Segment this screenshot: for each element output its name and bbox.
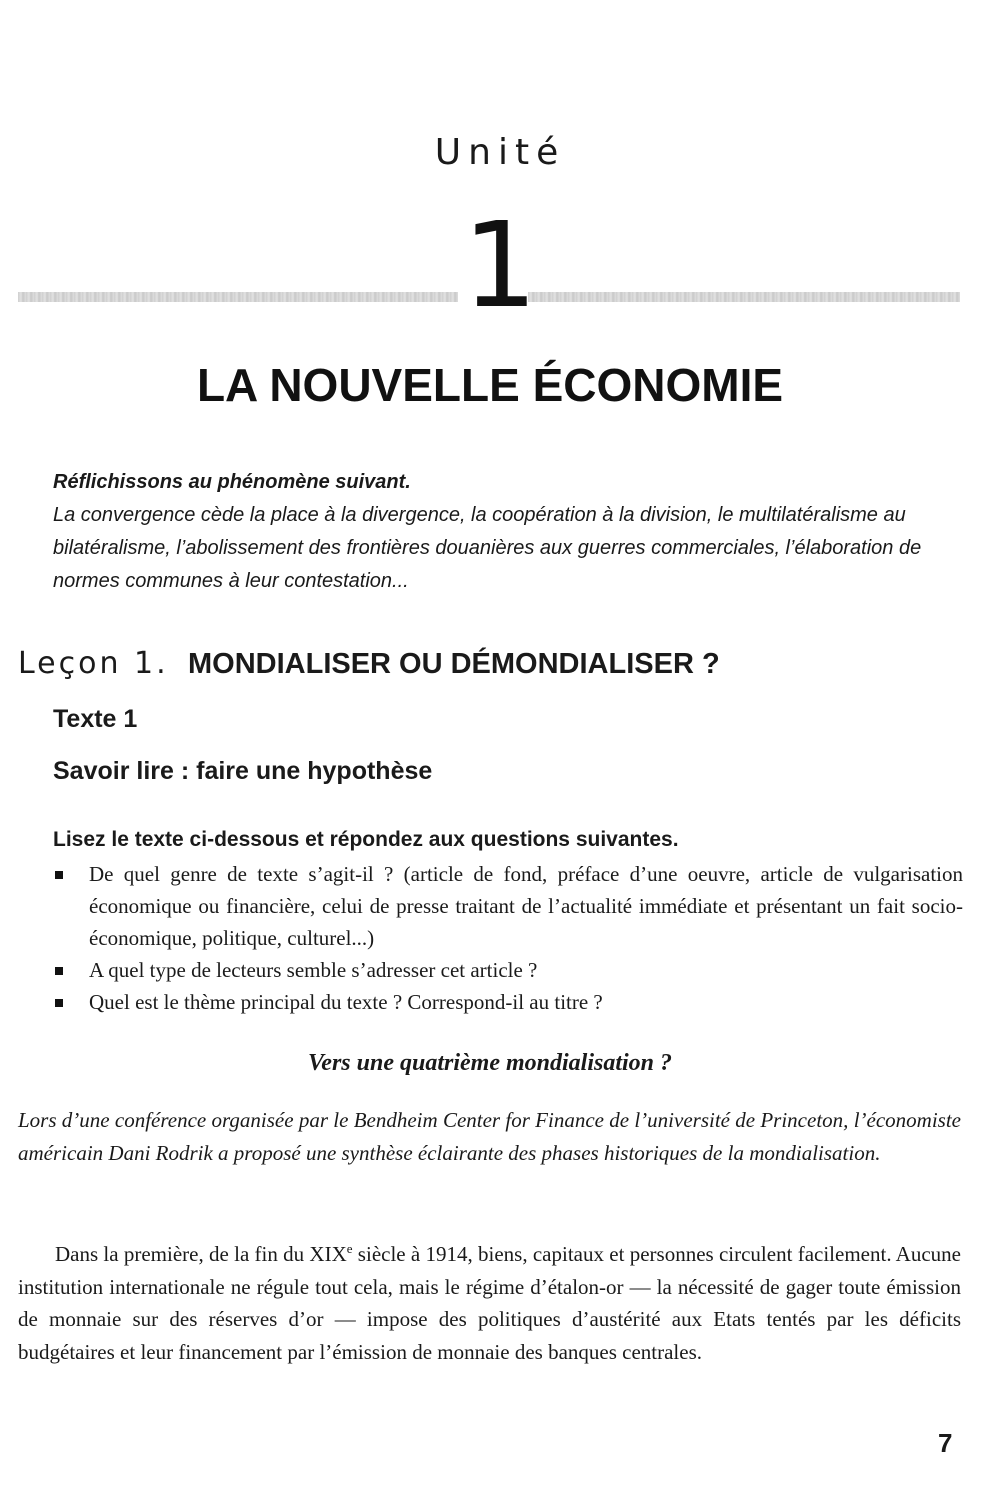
unit-title: LA NOUVELLE ÉCONOMIE	[196, 359, 784, 411]
question-text: A quel type de lecteurs semble s’adresser cet article ?	[89, 958, 538, 982]
bullet-square-icon	[55, 999, 63, 1007]
intro-text: La convergence cède la place à la divergence, la coopération à la division, le multilatéralisme au bilatéralisme, l’abolissement des frontières douanières aux guerres commerciales, l’élaboration de normes communes à leur contestation...	[53, 504, 922, 592]
page-number: 7	[938, 1428, 953, 1458]
skill-heading: Savoir lire : faire une hypothèse	[53, 757, 433, 785]
list-item	[53, 986, 963, 1018]
article-title: Vers une quatrième mondialisation ?	[307, 1050, 673, 1076]
question-list	[53, 858, 963, 1018]
unit-label: Unité	[434, 132, 566, 173]
lesson-heading	[18, 646, 978, 681]
intro-block	[53, 466, 933, 598]
text-number-label: Texte 1	[53, 705, 138, 733]
question-text: De quel genre de texte s’agit-il ? (article de fond, préface d’une oeuvre, article de vulgarisation économique ou financière, celui de presse traitant de l’actualité immédiate et présentant un fait socio-économique, politique, culturel...)	[89, 862, 963, 950]
bullet-square-icon	[55, 967, 63, 975]
paragraph-start: Dans la première, de la fin du XIX	[55, 1242, 347, 1266]
unit-number: 1	[462, 196, 538, 334]
superscript: e	[346, 1241, 353, 1256]
instruction: Lisez le texte ci-dessous et répondez aux questions suivantes.	[53, 828, 679, 851]
list-item	[53, 954, 963, 986]
article-paragraph	[18, 1233, 961, 1368]
lesson-label: Leçon 1.	[18, 646, 169, 681]
lesson-title: MONDIALISER OU DÉMONDIALISER ?	[188, 648, 720, 680]
list-item	[53, 858, 963, 954]
bullet-square-icon	[55, 871, 63, 879]
intro-lead: Réflichissons au phénomène suivant.	[53, 471, 411, 493]
article-lead: Lors d’une conférence organisée par le Bendheim Center for Finance de l’université de Princeton, l’économiste américain Dani Rodrik a proposé une synthèse éclairante des phases historiques de la mondialisation.	[18, 1108, 961, 1165]
question-text: Quel est le thème principal du texte ? Correspond-il au titre ?	[89, 990, 603, 1014]
paragraph-rest: siècle à 1914, biens, capitaux et personnes circulent facilement. Aucune institution internationale ne régule tout cela, mais le régime d’étalon-or — la nécessité de gager toute émission de monnaie sur des réserves d’or — impose des politiques d’austérité aux Etats tentés par les déficits budgétaires et leur financement par l’émission de monnaie des banques centrales.	[18, 1242, 961, 1364]
